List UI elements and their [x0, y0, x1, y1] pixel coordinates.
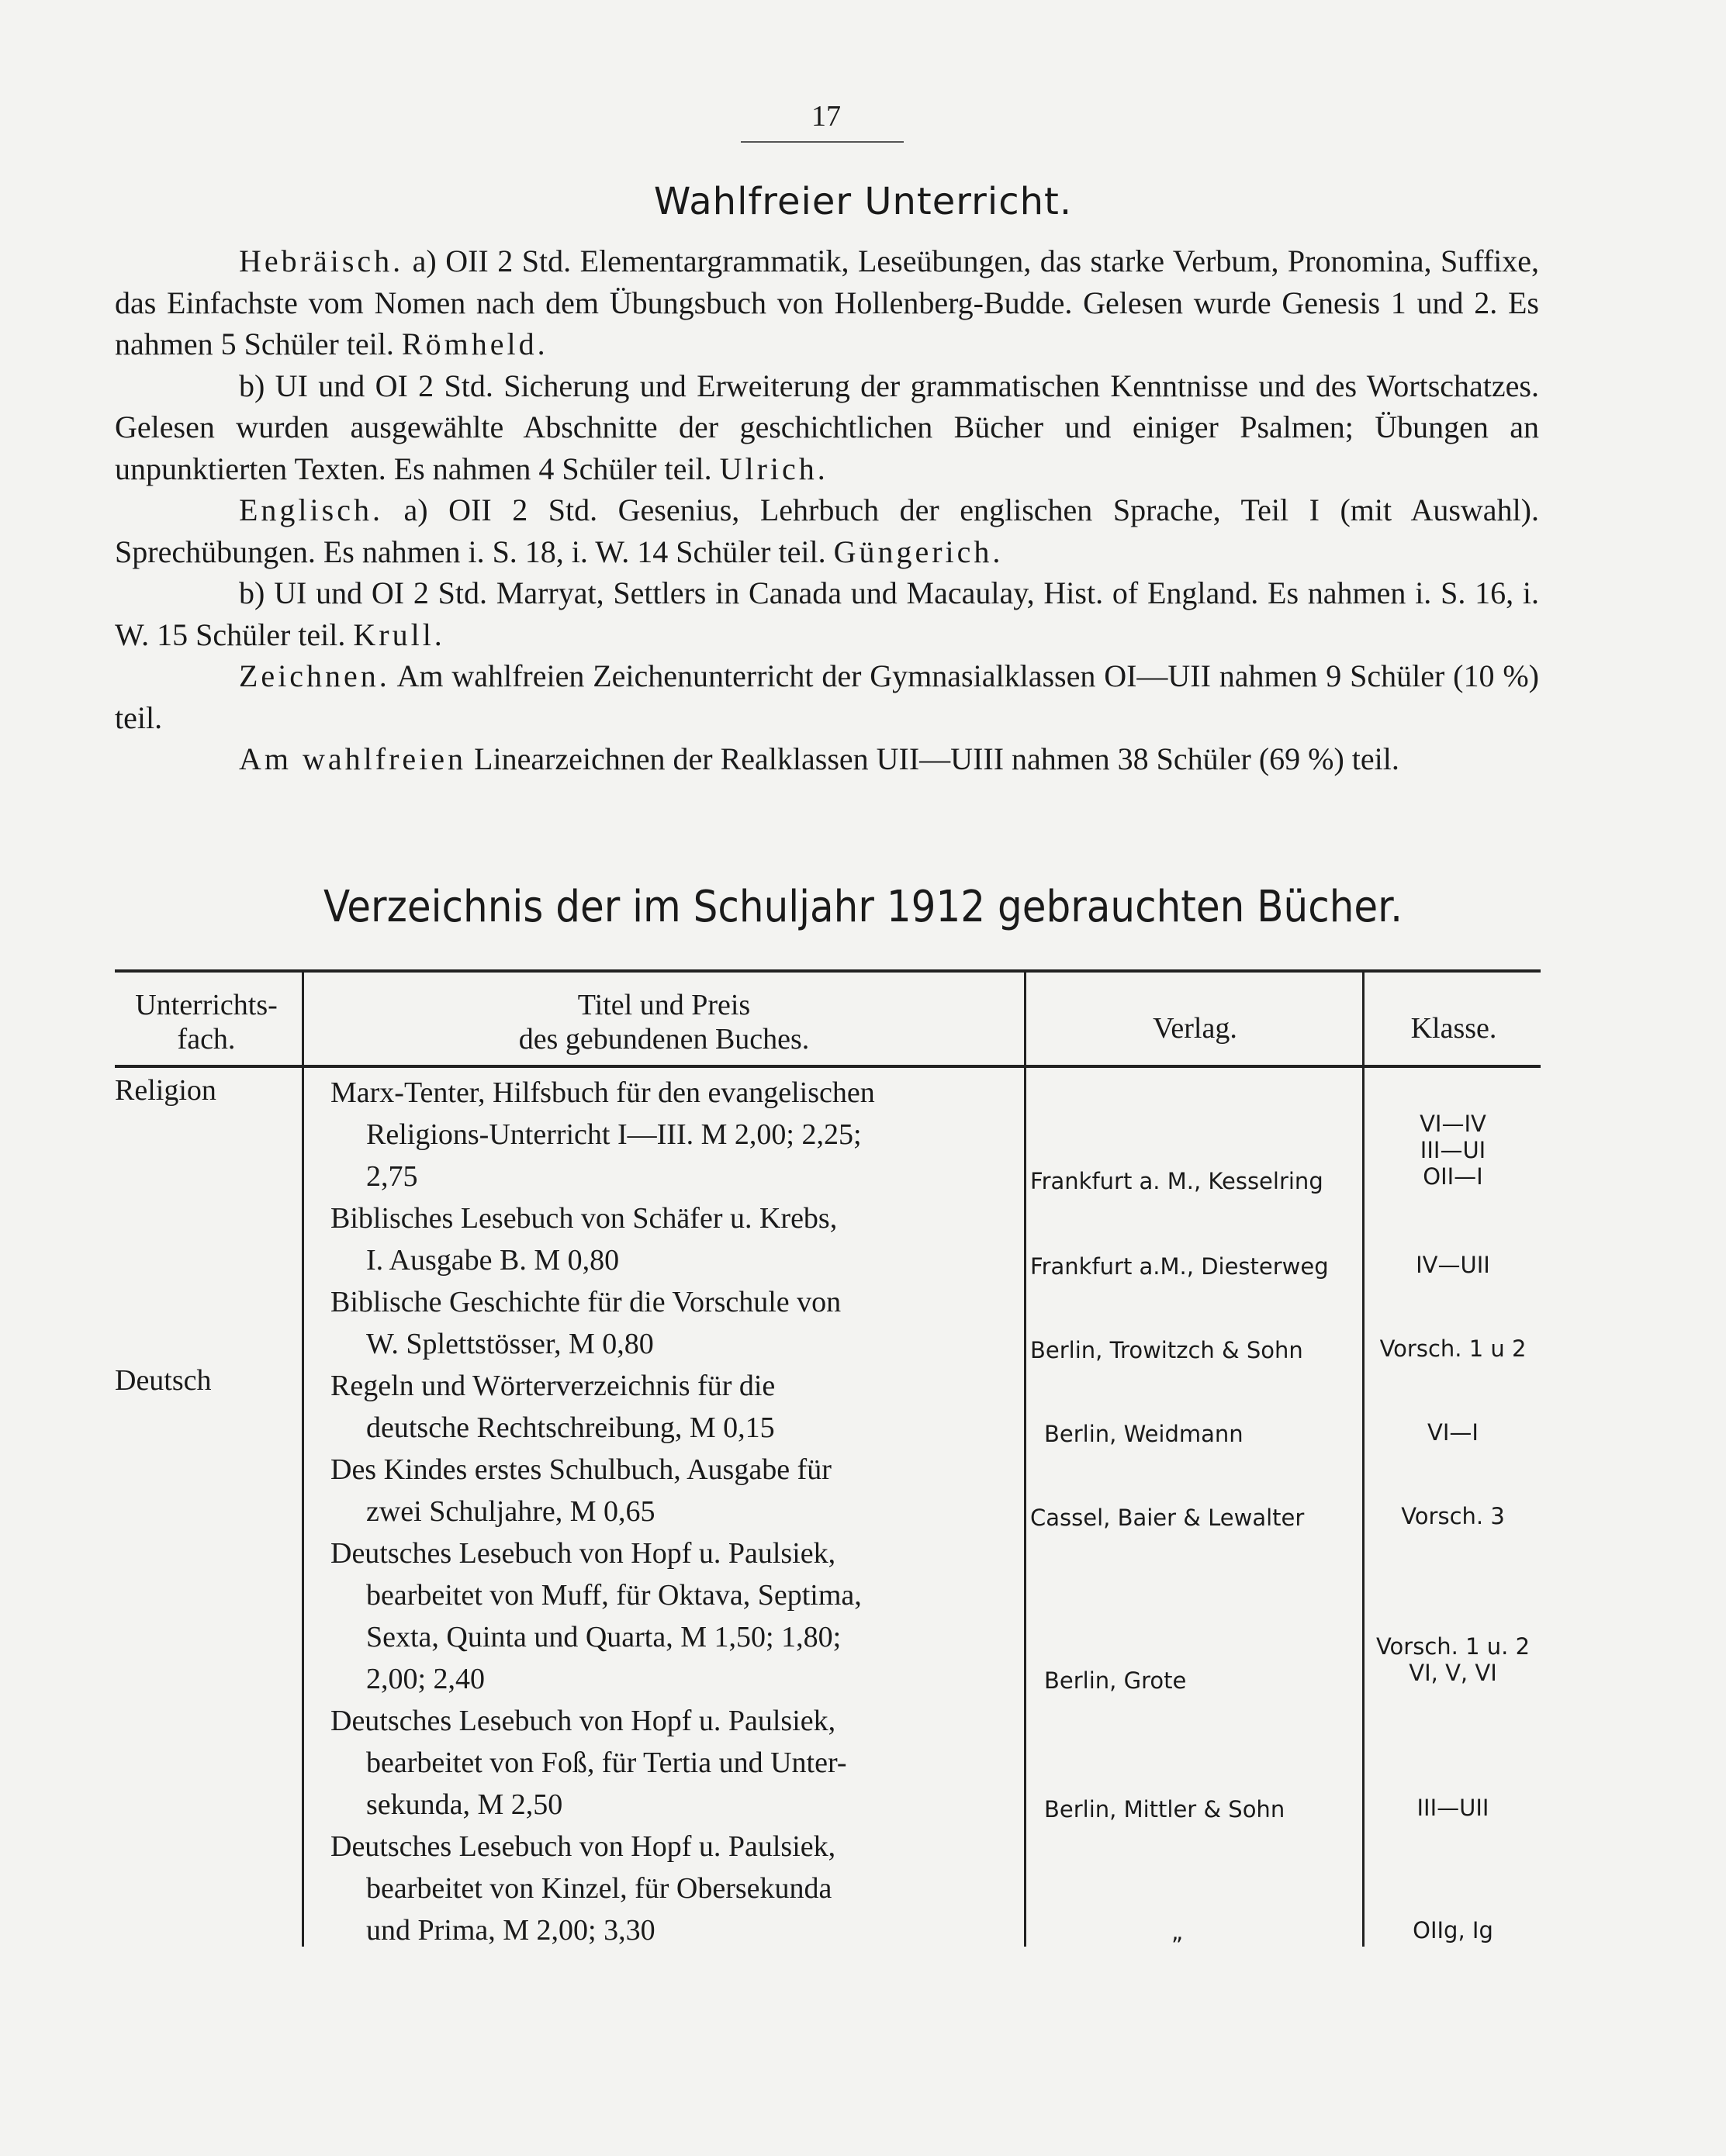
text-linearzeichnen: Linearzeichnen der Realklassen UII—UIII nahmen 38 Schüler (69 %) teil.: [474, 741, 1399, 776]
table-top-rule: [115, 969, 1541, 973]
publisher: Berlin, Trowitzch & Sohn: [1030, 1337, 1303, 1363]
book-line: 2,75: [366, 1160, 418, 1193]
header-fach-line2: fach.: [177, 1023, 236, 1056]
class-line: Vorsch. 3: [1401, 1503, 1505, 1529]
book-line: Biblisches Lesebuch von Schäfer u. Krebs,: [330, 1202, 838, 1235]
teacher-guengerich: Güngerich.: [833, 534, 1004, 569]
publisher: Frankfurt a.M., Diesterweg: [1030, 1253, 1329, 1280]
book-line: 2,00; 2,40: [366, 1663, 486, 1695]
book-line: sekunda, M 2,50: [366, 1788, 563, 1821]
header-titel-line1: Titel und Preis: [577, 989, 751, 1021]
column-divider-fach: [302, 973, 304, 1947]
column-divider-titel: [1024, 973, 1026, 1947]
class-range: [1371, 1335, 1534, 1362]
book-line: Regeln und Wörterverzeichnis für die: [330, 1370, 776, 1402]
books-title: Verzeichnis der im Schuljahr 1912 gebrauchten Bücher.: [323, 881, 1403, 932]
section-title: Wahlfreier Unterricht.: [653, 180, 1073, 223]
book-row-3: [330, 1365, 1021, 1449]
header-klasse: Klasse.: [1410, 1012, 1497, 1045]
publisher: Cassel, Baier & Lewalter: [1030, 1505, 1305, 1531]
class-line: Vorsch. 1 u. 2: [1375, 1633, 1531, 1660]
column-divider-verlag: [1362, 973, 1365, 1947]
class-line: VI—I: [1427, 1419, 1479, 1446]
class-line: IV—UII: [1416, 1252, 1490, 1278]
class-range: [1371, 1252, 1534, 1278]
book-line: bearbeitet von Foß, für Tertia und Unter-: [366, 1747, 847, 1779]
paragraph-englisch-b: [115, 572, 1539, 655]
paragraph-linearzeichnen: [115, 738, 1539, 780]
class-range: [1371, 1503, 1534, 1529]
publisher-ditto: „: [1171, 1919, 1184, 1945]
class-range: [1371, 1917, 1534, 1944]
book-line: Marx-Tenter, Hilfsbuch für den evangelischen: [330, 1076, 875, 1109]
text-hebraeisch-b: b) UI und OI 2 Std. Sicherung und Erweiterung der grammatischen Kenntnisse und des Wortschatzes. Gelesen wurden ausgewählte Abschnitte der geschichtlichen Bücher und einiger Psalmen; Übungen an unpunktierten Texten. Es nahmen 4 Schüler teil.: [115, 368, 1539, 486]
publisher: Berlin, Mittler & Sohn: [1044, 1796, 1285, 1823]
book-line: deutsche Rechtschreibung, M 0,15: [366, 1411, 775, 1444]
publisher: Berlin, Weidmann: [1044, 1421, 1243, 1447]
class-line: OII—I: [1423, 1163, 1483, 1190]
class-line: Vorsch. 1 u 2: [1379, 1335, 1527, 1362]
book-line: I. Ausgabe B. M 0,80: [366, 1244, 620, 1277]
section-body: [115, 240, 1539, 780]
publisher: Frankfurt a. M., Kesselring: [1030, 1168, 1323, 1194]
subject-deutsch: Deutsch: [115, 1364, 212, 1397]
book-line: Deutsches Lesebuch von Hopf u. Paulsiek,: [330, 1705, 836, 1737]
class-range: [1371, 1111, 1534, 1190]
class-range: [1371, 1633, 1534, 1686]
book-row-2: [330, 1281, 1021, 1365]
books-table: [115, 969, 1541, 1947]
subject-religion: Religion: [115, 1074, 216, 1107]
book-line: Des Kindes erstes Schulbuch, Ausgabe für: [330, 1453, 832, 1486]
book-line: Deutsches Lesebuch von Hopf u. Paulsiek,: [330, 1830, 836, 1863]
paragraph-englisch-a: [115, 489, 1539, 572]
book-line: Deutsches Lesebuch von Hopf u. Paulsiek,: [330, 1537, 836, 1570]
book-row-6: [330, 1700, 1021, 1826]
subject-hebraeisch: Hebräisch.: [239, 244, 404, 278]
class-line: OIIg, Ig: [1413, 1917, 1493, 1944]
book-line: und Prima, M 2,00; 3,30: [366, 1914, 655, 1947]
text-zeichnen: Am wahlfreien Zeichenunterricht der Gymnasialklassen OI—UII nahmen 9 Schüler (10 %) teil.: [115, 658, 1539, 735]
header-fach-line1: Unterrichts-: [135, 989, 278, 1021]
book-row-5: [330, 1532, 1021, 1700]
class-line: III—UII: [1416, 1795, 1489, 1821]
header-titel: [307, 988, 1021, 1056]
book-line: bearbeitet von Kinzel, für Obersekunda: [366, 1872, 832, 1905]
book-row-7: [330, 1826, 1021, 1951]
class-range: [1371, 1419, 1534, 1446]
teacher-roemheld: Römheld.: [401, 327, 548, 361]
header-titel-line2: des gebundenen Buches.: [518, 1023, 810, 1056]
teacher-krull: Krull.: [353, 617, 445, 652]
paragraph-zeichnen: [115, 655, 1539, 738]
book-line: bearbeitet von Muff, für Oktava, Septima,: [366, 1579, 862, 1612]
book-line: Biblische Geschichte für die Vorschule von: [330, 1286, 842, 1318]
class-range: [1371, 1795, 1534, 1821]
class-line: VI, V, VI: [1409, 1660, 1497, 1686]
linear-lead: Am wahlfreien: [239, 741, 467, 776]
subject-englisch: Englisch.: [239, 492, 383, 527]
class-line: III—UI: [1420, 1137, 1486, 1163]
book-line: W. Splettstösser, M 0,80: [366, 1328, 654, 1360]
book-line: Sexta, Quinta und Quarta, M 1,50; 1,80;: [366, 1621, 842, 1653]
header-verlag: Verlag.: [1153, 1012, 1237, 1045]
text-englisch-a: a) OII 2 Std. Gesenius, Lehrbuch der englischen Sprache, Teil I (mit Auswahl). Sprechübungen. Es nahmen i. S. 18, i. W. 14 Schüler teil.: [115, 492, 1539, 569]
subject-zeichnen: Zeichnen.: [239, 658, 390, 693]
paragraph-hebraeisch-a: [115, 240, 1539, 365]
header-fach: [115, 988, 298, 1056]
paragraph-hebraeisch-b: [115, 365, 1539, 490]
book-row-0: [330, 1072, 1021, 1197]
publisher: Berlin, Grote: [1044, 1667, 1187, 1694]
page-number-rule: [741, 141, 904, 143]
class-line: VI—IV: [1420, 1111, 1486, 1137]
book-row-4: [330, 1449, 1021, 1532]
teacher-ulrich: Ulrich.: [719, 451, 828, 486]
page-number: 17: [811, 100, 841, 133]
book-row-1: [330, 1197, 1021, 1281]
table-header-rule: [115, 1065, 1541, 1068]
book-line: Religions-Unterricht I—III. M 2,00; 2,25;: [366, 1118, 862, 1151]
text-hebraeisch-a: a) OII 2 Std. Elementargrammatik, Leseübungen, das starke Verbum, Pronomina, Suffixe, das Einfachste vom Nomen nach dem Übungsbuch von Hollenberg-Budde. Gelesen wurde Genesis 1 und 2. Es nahmen 5 Schüler teil.: [115, 244, 1540, 361]
book-line: zwei Schuljahre, M 0,65: [366, 1495, 655, 1528]
text-englisch-b: b) UI und OI 2 Std. Marryat, Settlers in Canada und Macaulay, Hist. of England. Es nahmen i. S. 16, i. W. 15 Schüler teil.: [115, 575, 1539, 652]
